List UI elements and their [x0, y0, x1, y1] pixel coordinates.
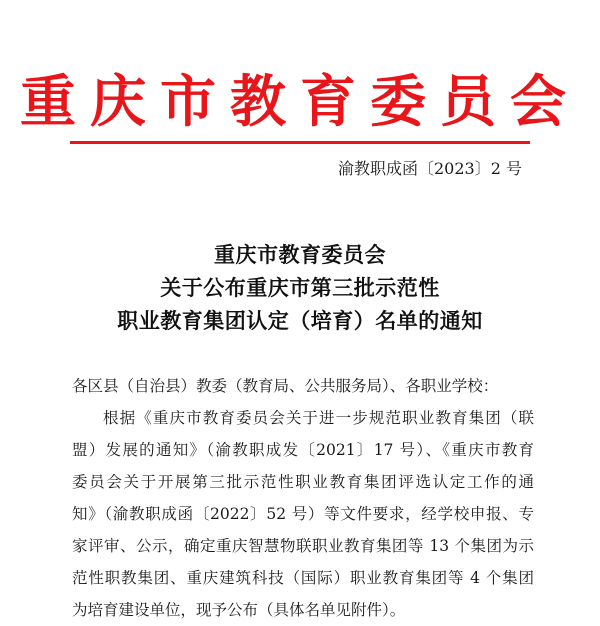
notice-title: [0, 238, 600, 337]
body-line: 范性职教集团、重庆建筑科技（国际）职业教育集团等 4 个集团: [72, 569, 534, 587]
title-line-3: 职业教育集团认定（培育）名单的通知: [117, 308, 483, 333]
letterhead-org-name: 重庆市教育委员会: [20, 69, 580, 135]
document-number: 渝教职成函〔2023〕2 号: [338, 159, 522, 178]
body-line: 盟）发展的通知》（渝教职成发〔2021〕17 号）、《重庆市教育: [72, 441, 534, 459]
title-line-2: 关于公布重庆市第三批示范性: [160, 275, 440, 300]
salutation: 各区县（自治县）教委（教育局、公共服务局）、各职业学校：: [72, 377, 499, 395]
notice-body: [72, 370, 534, 626]
title-line-1: 重庆市教育委员会: [214, 242, 386, 267]
body-line: 家评审、公示，确定重庆智慧物联职业教育集团等 13 个集团为示: [72, 537, 534, 555]
body-line: 委员会关于开展第三批示范性职业教育集团评选认定工作的通: [72, 473, 534, 491]
body-line: 知》（渝教职成函〔2022〕52 号）等文件要求，经学校申报、专: [72, 505, 534, 523]
body-line: 为培育建设单位，现予公布（具体名单见附件）。: [72, 601, 406, 619]
letterhead-red-rule: [70, 141, 530, 144]
body-line: 根据《重庆市教育委员会关于进一步规范职业教育集团（联: [103, 409, 534, 427]
